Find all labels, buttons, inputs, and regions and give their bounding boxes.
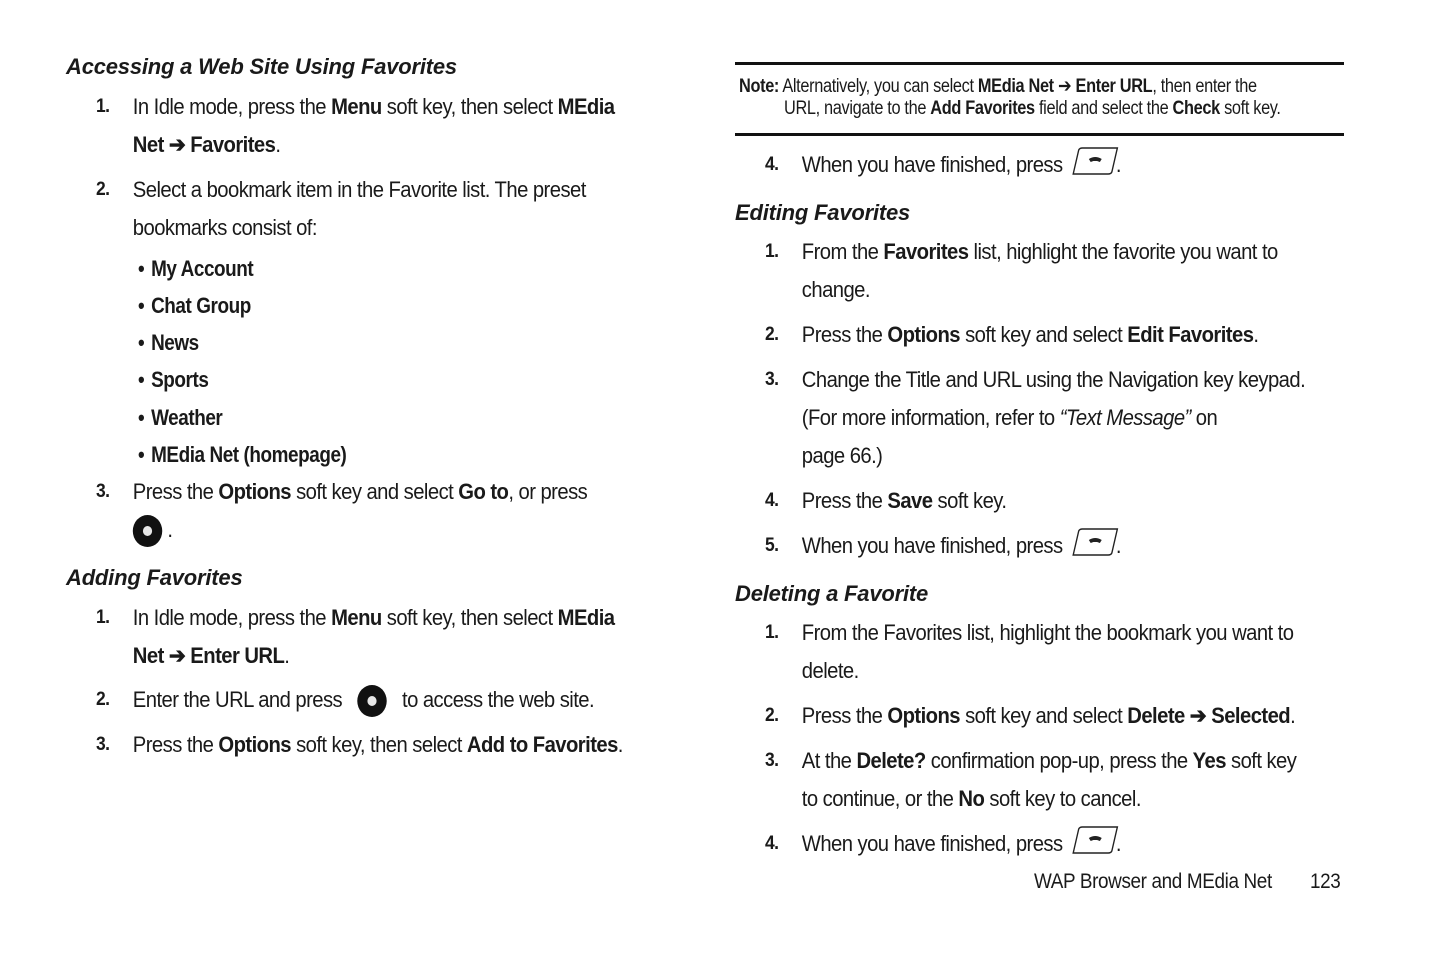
- cross-reference-link: “Text Message”: [1059, 405, 1191, 430]
- section-heading-editing: Editing Favorites: [735, 200, 911, 225]
- bookmark-bullet: • My Account: [138, 256, 254, 281]
- bookmark-bullet: • Chat Group: [138, 293, 251, 318]
- end-key-icon: [1072, 527, 1116, 553]
- ok-key-icon: [357, 685, 386, 717]
- end-key-icon: [1072, 146, 1116, 172]
- end-key-icon: [1072, 825, 1116, 851]
- bookmark-bullet: • MEdia Net (homepage): [138, 442, 347, 467]
- section-heading-adding: Adding Favorites: [66, 565, 243, 590]
- bookmark-bullet: • Sports: [138, 367, 209, 392]
- bookmark-bullet: • News: [138, 330, 199, 355]
- footer-section-title: WAP Browser and MEdia Net: [1034, 870, 1272, 893]
- note-label: Note:: [739, 76, 780, 97]
- bookmark-bullet: • Weather: [138, 405, 223, 430]
- section-heading-accessing: Accessing a Web Site Using Favorites: [66, 54, 457, 79]
- section-heading-deleting: Deleting a Favorite: [735, 581, 929, 606]
- page-number: 123: [1310, 870, 1341, 893]
- ok-key-icon: [133, 515, 162, 547]
- note-box: Note: Alternatively, you can select MEdia Net ➔ Enter URL, then enter the URL, navigate to the Add Favorites field and select the Check soft key.: [735, 62, 1344, 136]
